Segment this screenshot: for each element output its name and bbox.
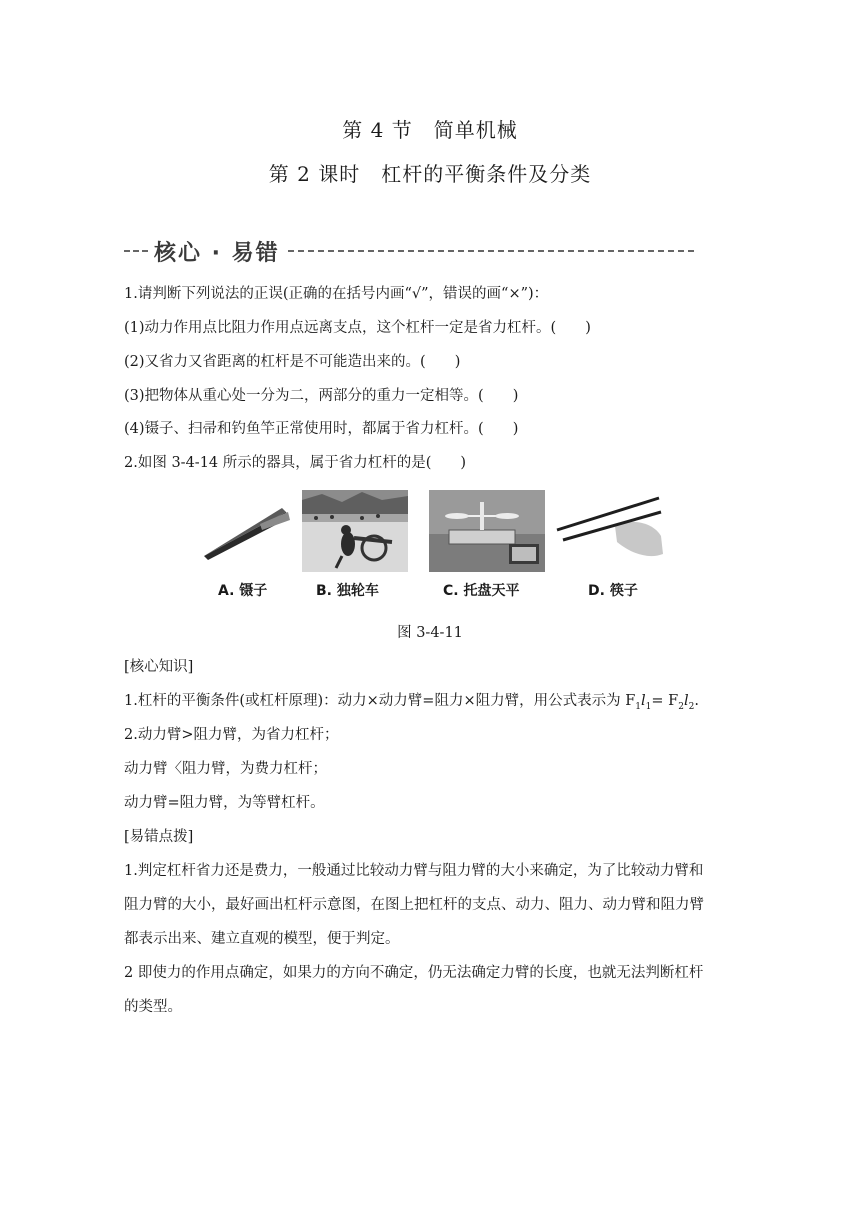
- formula-text: 1.杠杆的平衡条件(或杠杆原理)：动力×动力臂=阻力×阻力臂，用公式表示为 F: [124, 693, 636, 709]
- figure-row: [200, 490, 670, 604]
- subscript: 2: [678, 701, 684, 712]
- figure-caption: 图 3-4-11: [397, 625, 463, 641]
- question-1-item-2: (2)又省力又省距离的杠杆是不可能造出来的。( ): [124, 354, 461, 370]
- subscript: 2: [688, 701, 695, 712]
- divider-right: [288, 250, 694, 252]
- formula-text: .: [694, 693, 699, 709]
- section-header: [124, 234, 694, 268]
- divider-left: [124, 250, 148, 252]
- section-label: 核心 · 易错: [154, 240, 280, 266]
- section-title: 第 4 节 简单机械: [342, 118, 518, 142]
- mistakes-line-5: 的类型。: [124, 999, 182, 1015]
- knowledge-line-1: [124, 689, 699, 712]
- caption-a: A. 镊子: [218, 583, 268, 599]
- formula-text: = F: [651, 693, 679, 709]
- question-1-item-3: (3)把物体从重心处一分为二，两部分的重力一定相等。( ): [124, 388, 519, 404]
- balance-scale-image: [429, 490, 545, 572]
- caption-b: B. 独轮车: [316, 583, 379, 599]
- question-1-stem: 1.请判断下列说法的正误(正确的在括号内画“√”，错误的画“×”)：: [124, 286, 549, 302]
- formula-l: l: [641, 693, 646, 709]
- knowledge-line-2: 2.动力臂>阻力臂，为省力杠杆；: [124, 727, 339, 743]
- question-1-item-4: (4)镊子、扫帚和钓鱼竿正常使用时，都属于省力杠杆。( ): [124, 421, 519, 437]
- mistakes-heading: [易错点拨]: [124, 829, 194, 845]
- formula-l: l: [683, 693, 689, 709]
- tweezers-image: [200, 490, 292, 572]
- mistakes-line-2: 阻力臂的大小，最好画出杠杆示意图，在图上把杠杆的支点、动力、阻力、动力臂和阻力臂: [124, 897, 704, 913]
- knowledge-line-4: 动力臂=阻力臂，为等臂杠杆。: [124, 795, 325, 811]
- caption-d: D. 筷子: [588, 583, 638, 599]
- knowledge-line-3: 动力臂〈阻力臂，为费力杠杆；: [124, 761, 327, 777]
- lesson-title: 第 2 课时 杠杆的平衡条件及分类: [268, 162, 592, 186]
- mistakes-line-1: 1.判定杠杆省力还是费力，一般通过比较动力臂与阻力臂的大小来确定，为了比较动力臂和: [124, 863, 704, 879]
- knowledge-heading: [核心知识]: [124, 659, 194, 675]
- mistakes-line-3: 都表示出来、建立直观的模型，便于判定。: [124, 931, 400, 947]
- subscript: 1: [645, 701, 652, 712]
- question-2-stem: 2.如图 3-4-14 所示的器具，属于省力杠杆的是( ): [124, 455, 467, 471]
- wheelbarrow-image: [302, 490, 408, 572]
- question-1-item-1: (1)动力作用点比阻力作用点远离支点，这个杠杆一定是省力杠杆。( ): [124, 320, 591, 336]
- caption-c: C. 托盘天平: [443, 583, 520, 599]
- mistakes-line-4: 2 即使力的作用点确定，如果力的方向不确定，仍无法确定力臂的长度，也就无法判断杠杆: [124, 965, 704, 981]
- chopsticks-image: [555, 490, 665, 572]
- subscript: 1: [635, 701, 641, 712]
